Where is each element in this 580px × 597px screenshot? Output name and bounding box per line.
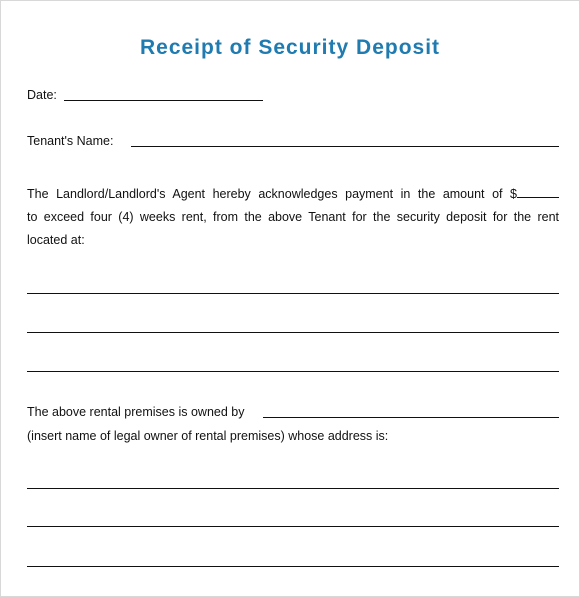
owner-address-line-2[interactable] xyxy=(27,526,559,527)
owner-address-line-3[interactable] xyxy=(27,566,559,567)
date-field[interactable] xyxy=(64,100,263,101)
tenant-name-field[interactable] xyxy=(131,146,559,147)
rental-address-line-2[interactable] xyxy=(27,332,559,333)
rental-address-line-3[interactable] xyxy=(27,371,559,372)
amount-field[interactable] xyxy=(517,185,559,198)
document-title: Receipt of Security Deposit xyxy=(139,36,441,59)
date-label: Date: xyxy=(27,88,57,102)
tenant-name-label: Tenant's Name: xyxy=(27,134,114,148)
acknowledgement-line-1 xyxy=(27,183,559,206)
owner-note: (insert name of legal owner of rental premises) whose address is: xyxy=(27,429,389,443)
owner-name-field[interactable] xyxy=(263,417,559,418)
owner-address-line-1[interactable] xyxy=(27,488,559,489)
acknowledgement-text-1: The Landlord/Landlord's Agent hereby acknowledges payment in the amount of $ xyxy=(27,187,517,201)
acknowledgement-line-2: to exceed four (4) weeks rent, from the above Tenant for the security deposit for the rent xyxy=(27,210,559,224)
acknowledgement-line-3: located at: xyxy=(27,233,85,247)
acknowledgement-paragraph xyxy=(27,183,559,252)
rental-address-line-1[interactable] xyxy=(27,293,559,294)
owner-label: The above rental premises is owned by xyxy=(27,405,245,419)
